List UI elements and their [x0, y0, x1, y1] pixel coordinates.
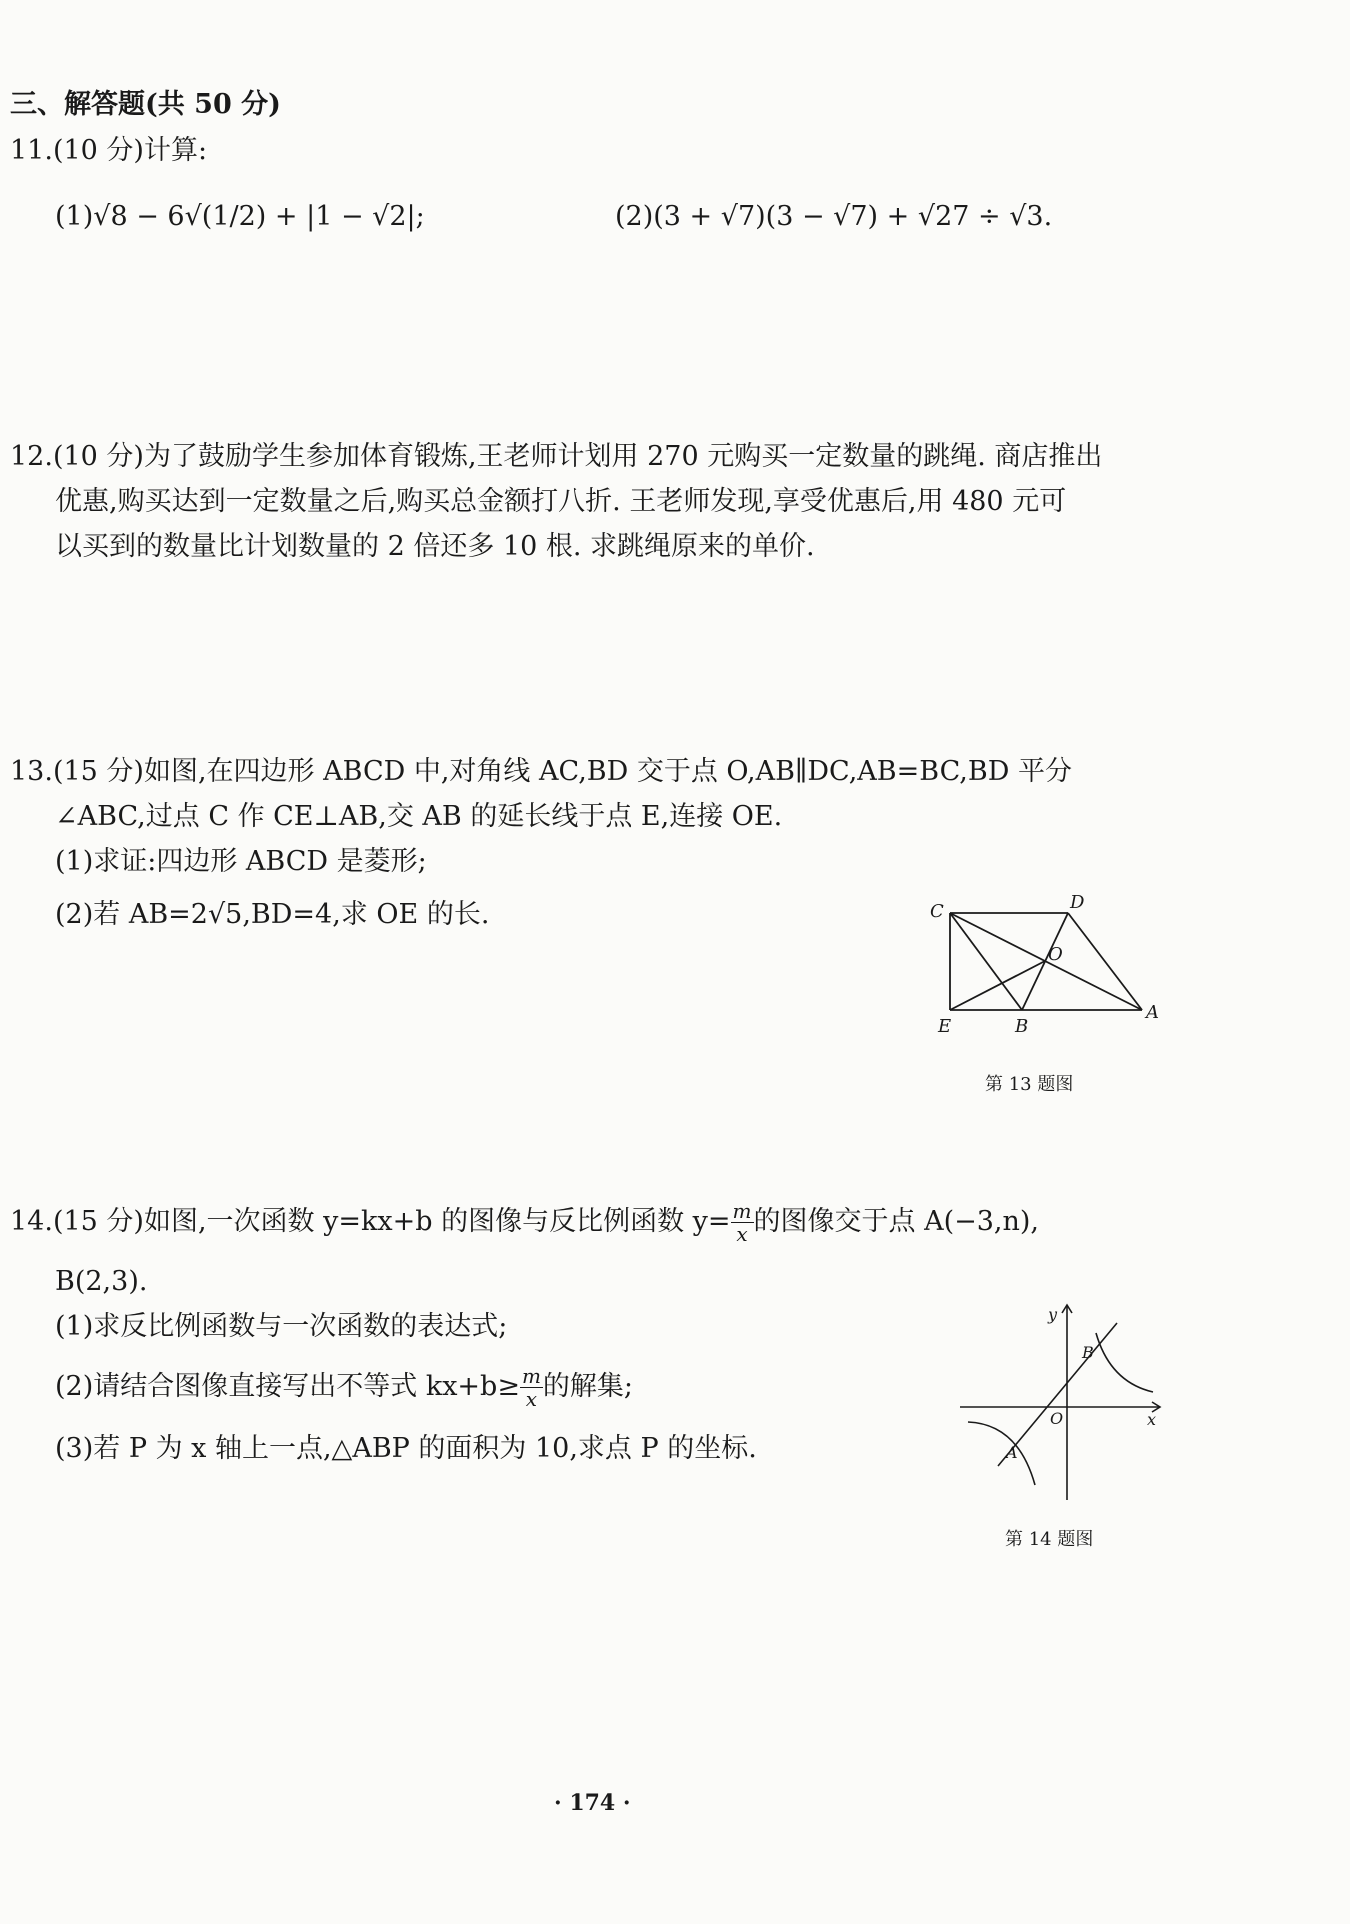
- q14-part2-pre: (2)请结合图像直接写出不等式 kx+b≥: [55, 1371, 520, 1402]
- q11-part2: (2)(3 + √7)(3 − √7) + √27 ÷ √3.: [615, 201, 1053, 232]
- q12-line1: 12.(10 分)为了鼓励学生参加体育锻炼,王老师计划用 270 元购买一定数量的跳绳. 商店推出: [10, 441, 1103, 472]
- q14-line1: [10, 1200, 1039, 1245]
- q13-label-e: E: [938, 1016, 952, 1037]
- page-number: · 174 ·: [554, 1790, 631, 1816]
- q14-part3: (3)若 P 为 x 轴上一点,△ABP 的面积为 10,求点 P 的坐标.: [55, 1433, 757, 1464]
- q14-label-o: O: [1050, 1409, 1064, 1428]
- q13-figure-caption: 第 13 题图: [985, 1074, 1074, 1095]
- q11-header: 11.(10 分)计算:: [10, 135, 208, 166]
- q14-part1: (1)求反比例函数与一次函数的表达式;: [55, 1311, 508, 1342]
- q14-frac-num: m: [732, 1199, 752, 1223]
- q14-figure-caption: 第 14 题图: [1005, 1529, 1094, 1550]
- q13-label-b: B: [1015, 1016, 1029, 1037]
- q12-line2: 优惠,购买达到一定数量之后,购买总金额打八折. 王老师发现,享受优惠后,用 480 元可: [55, 486, 1067, 517]
- q14-part2-num: m: [521, 1364, 541, 1388]
- q12-line3: 以买到的数量比计划数量的 2 倍还多 10 根. 求跳绳原来的单价.: [55, 531, 815, 562]
- q14-frac-den: x: [736, 1222, 748, 1246]
- q14-fraction: [731, 1200, 754, 1245]
- q13-label-c: C: [930, 901, 944, 922]
- q14-part2-post: 的解集;: [542, 1371, 634, 1402]
- q14-part2-fraction: [520, 1365, 543, 1410]
- q14-hyperbola-lower: [968, 1422, 1035, 1485]
- q13-line2: ∠ABC,过点 C 作 CE⊥AB,交 AB 的延长线于点 E,连接 OE.: [55, 801, 783, 832]
- q14-label-x: x: [1147, 1410, 1157, 1429]
- q13-part2: (2)若 AB=2√5,BD=4,求 OE 的长.: [55, 899, 490, 930]
- q13-label-o: O: [1048, 944, 1063, 965]
- q13-seg-eo: [950, 961, 1045, 1010]
- q13-seg-da: [1068, 913, 1142, 1010]
- q13-label-a: A: [1146, 1002, 1159, 1023]
- q14-line1-pre: 14.(15 分)如图,一次函数 y=kx+b 的图像与反比例函数 y=: [10, 1206, 731, 1237]
- q14-part2: [55, 1365, 633, 1410]
- q14-label-y: y: [1048, 1305, 1058, 1324]
- section-title: 三、解答题(共 50 分): [10, 89, 281, 120]
- q14-line2: B(2,3).: [55, 1266, 148, 1297]
- q13-part1: (1)求证:四边形 ABCD 是菱形;: [55, 846, 427, 877]
- q13-seg-cb: [950, 913, 1022, 1010]
- q14-label-a: A: [1006, 1443, 1018, 1462]
- q14-figure: [960, 1300, 1170, 1500]
- q14-label-b: B: [1082, 1343, 1094, 1362]
- q14-line1-post: 的图像交于点 A(−3,n),: [753, 1206, 1040, 1237]
- q14-hyperbola-upper: [1096, 1333, 1153, 1392]
- q13-line1: 13.(15 分)如图,在四边形 ABCD 中,对角线 AC,BD 交于点 O,AB∥DC,AB=BC,BD 平分: [10, 756, 1072, 787]
- q11-part1: (1)√8 − 6√(1/2) + |1 − √2|;: [55, 201, 425, 232]
- q13-label-d: D: [1070, 892, 1085, 913]
- q14-part2-den: x: [525, 1387, 538, 1411]
- q13-figure: [920, 890, 1170, 1040]
